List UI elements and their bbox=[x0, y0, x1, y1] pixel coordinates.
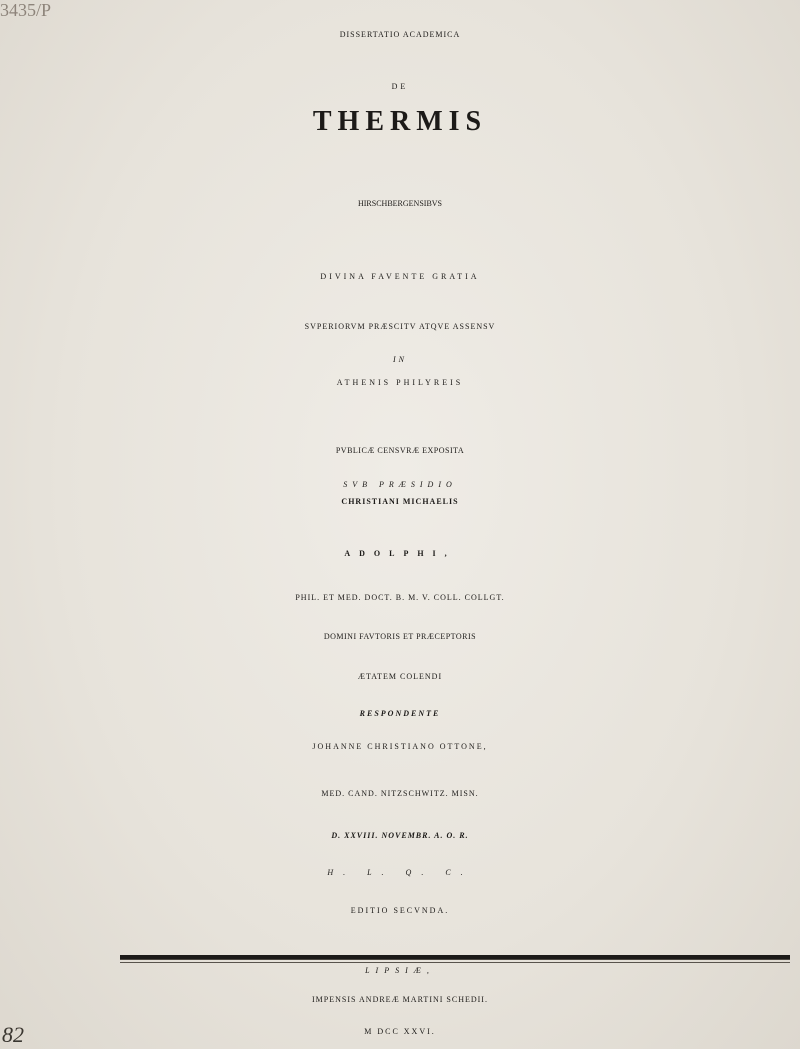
shelfmark: 82 bbox=[2, 1022, 24, 1047]
presidium-label: SVB PRÆSIDIO bbox=[343, 480, 457, 489]
library-stamp: 3435/P bbox=[0, 0, 52, 20]
divider-rule bbox=[120, 955, 790, 960]
location: ATHENIS PHILYREIS bbox=[336, 378, 464, 387]
imprint-place: LIPSIÆ, bbox=[365, 966, 435, 975]
dedication-line: DOMINI FAVTORIS ET PRÆCEPTORIS bbox=[323, 632, 477, 641]
praeses-surname: ADOLPHI, bbox=[344, 549, 456, 558]
title-sub: HIRSCHBERGENSIBVS bbox=[357, 199, 442, 208]
imprint-publisher: IMPENSIS ANDREÆ MARTINI SCHEDII. bbox=[312, 995, 488, 1004]
approval-line: SVPERIORVM PRÆSCITV ATQVE ASSENSV bbox=[304, 322, 496, 331]
work-type: DISSERTATIO ACADEMICA bbox=[339, 30, 461, 39]
dedication-line-2: ÆTATEM COLENDI bbox=[357, 672, 443, 681]
respondent-name: JOHANNE CHRISTIANO OTTONE, bbox=[312, 742, 488, 751]
date-line: D. XXVIII. NOVEMBR. A. O. R. bbox=[331, 831, 469, 840]
respondent-origin: MED. CAND. NITZSCHWITZ. MISN. bbox=[321, 789, 479, 798]
censorship-line: PVBLICÆ CENSVRÆ EXPOSITA bbox=[335, 446, 465, 455]
title-main: THERMIS bbox=[312, 106, 488, 137]
title-preposition: DE bbox=[391, 82, 409, 91]
formula-line: H. L. Q. C. bbox=[327, 868, 473, 877]
praeses-titles: PHIL. ET MED. DOCT. B. M. V. COLL. COLLGT. bbox=[295, 593, 505, 602]
divider-rule-thin bbox=[120, 962, 790, 963]
edition-line: EDITIO SECVNDA. bbox=[350, 906, 450, 915]
location-preposition: IN bbox=[393, 355, 407, 364]
praeses-name: CHRISTIANI MICHAELIS bbox=[341, 497, 459, 506]
imprint-year: M DCC XXVI. bbox=[364, 1027, 436, 1036]
respondent-label: RESPONDENTE bbox=[359, 709, 441, 718]
invocation: DIVINA FAVENTE GRATIA bbox=[320, 272, 480, 281]
